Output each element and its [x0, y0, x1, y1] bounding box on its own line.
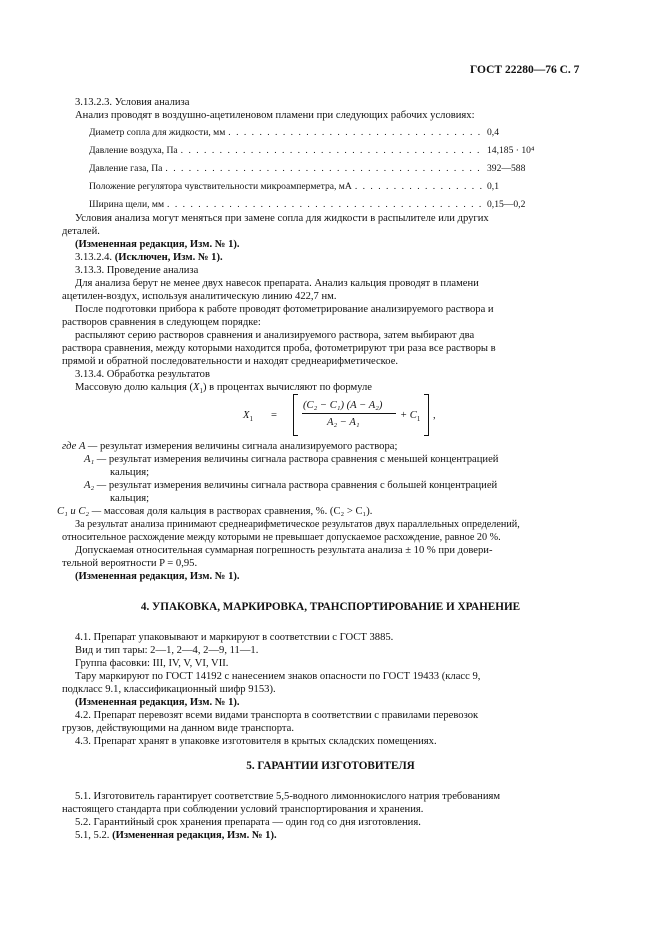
formula-bracket-right — [424, 394, 429, 436]
section-heading-3-13-3: 3.13.3. Проведение анализа — [75, 265, 199, 276]
paragraph-line: Условия анализа могут меняться при замене сопла для жидкости в распылителе или других — [75, 213, 489, 224]
formula-numerator: (C₂ − C₁) (A − A₂) — [303, 400, 383, 411]
paragraph-line: прямой и обратной последовательности и находят среднеарифметическое. — [62, 356, 399, 367]
paragraph-line: тельной вероятности P = 0,95. — [62, 558, 198, 569]
paragraph-line: относительное расхождение между которыми не превышает допускаемое расхождение, равное 20 %. — [62, 532, 501, 543]
formula-tail: , — [433, 410, 436, 421]
condition-row: Диаметр сопла для жидкости, мм . . . 0,4 — [89, 127, 561, 145]
paragraph-line: настоящего стандарта при соблюдении условий транспортирования и хранения. — [62, 804, 424, 815]
page-header: ГОСТ 22280—76 С. 7 — [470, 64, 580, 76]
formula-lhs: $X_1$ — [243, 410, 253, 424]
paragraph-line: ацетилен-воздух, используя аналитическую линию 422,7 нм. — [62, 291, 337, 302]
paragraph-line: грузов, действующими на данном виде транспорта. — [62, 723, 294, 734]
fraction-bar — [302, 413, 396, 414]
where-line: A₂ — результат измерения величины сигнала раствора сравнения с большей концентрацией — [84, 480, 498, 491]
paragraph-line: 4.3. Препарат хранят в упаковке изготовителя в крытых складских помещениях. — [75, 736, 437, 747]
paragraph-line: 5.1. Изготовитель гарантирует соответствие 5,5-водного лимоннокислого натрия требованиям — [75, 791, 501, 802]
condition-row: Ширина щели, мм . . . 0,15—0,2 — [89, 199, 561, 217]
where-line-cont: кальция; — [110, 467, 150, 478]
paragraph-line: Анализ проводят в воздушно-ацетиленовом пламени при следующих рабочих условиях: — [75, 110, 475, 121]
paragraph-line: Тару маркируют по ГОСТ 14192 с нанесением знаков опасности по ГОСТ 19433 (класс 9, — [75, 671, 481, 682]
formula-bracket-left — [293, 394, 298, 436]
section-title-4: 4. УПАКОВКА, МАРКИРОВКА, ТРАНСПОРТИРОВАНИЕ И ХРАНЕНИЕ — [140, 601, 521, 613]
section-title-5: 5. ГАРАНТИИ ИЗГОТОВИТЕЛЯ — [246, 760, 415, 772]
conditions-list — [89, 127, 561, 217]
condition-row: Давление воздуха, Па . . . 14,185 · 10⁴ — [89, 145, 561, 163]
formula-intro: Массовую долю кальция $(X_1)$ в процентах вычисляют по формуле — [75, 382, 373, 396]
formula-denominator: A₂ − A₁ — [327, 417, 360, 428]
paragraph-line: распыляют серию растворов сравнения и анализируемого раствора, затем выбирают два — [75, 330, 475, 341]
paragraph-line: 4.2. Препарат перевозят всеми видами транспорта в соответствии с правилами перевозок — [75, 710, 479, 721]
paragraph-line: растворов сравнения в следующем порядке: — [62, 317, 261, 328]
paragraph-line: Вид и тип тары: 2—1, 2—4, 2—9, 11—1. — [75, 645, 259, 656]
where-line: где A — результат измерения величины сигнала анализируемого раствора; — [62, 441, 398, 452]
paragraph-line: деталей. — [62, 226, 100, 237]
condition-row: Давление газа, Па . . . 392—588 — [89, 163, 561, 181]
paragraph-line: 4.1. Препарат упаковывают и маркируют в соответствии с ГОСТ 3885. — [75, 632, 394, 643]
formula-plus-term: + $C_1$ — [400, 410, 421, 424]
condition-row: Положение регулятора чувствительности микроамперметра, мА . . . 0,1 — [89, 181, 561, 199]
paragraph-line: 5.2. Гарантийный срок хранения препарата — один год со дня изготовления. — [75, 817, 421, 828]
paragraph-line: раствора сравнения, между которыми находится проба, фотометрируют три раза все растворы в — [62, 343, 496, 354]
section-heading-3-13-2-3: 3.13.2.3. Условия анализа — [75, 97, 190, 108]
paragraph-line: После подготовки прибора к работе проводят фотометрирование анализируемого раствора и — [75, 304, 494, 315]
where-line: C₁ и C₂ — массовая доля кальция в растворах сравнения, %. (C₂ > C₁). — [57, 506, 373, 517]
section-heading-3-13-2-4: 3.13.2.4. (Исключен, Изм. № 1). — [75, 252, 223, 263]
revision-note: (Измененная редакция, Изм. № 1). — [75, 571, 240, 582]
paragraph-line: Допускаемая относительная суммарная погрешность результата анализа ± 10 % при довери- — [75, 545, 493, 556]
revision-note: (Измененная редакция, Изм. № 1). — [75, 239, 240, 250]
formula-equals: = — [271, 410, 277, 421]
paragraph-line: 5.1, 5.2. (Измененная редакция, Изм. № 1). — [75, 830, 277, 841]
paragraph-line: За результат анализа принимают среднеарифметическое результатов двух параллельных определений, — [75, 519, 520, 530]
paragraph-line: подкласс 9.1, классификационный шифр 9153). — [62, 684, 276, 695]
where-line: A₁ — результат измерения величины сигнала раствора сравнения с меньшей концентрацией — [84, 454, 499, 465]
section-heading-3-13-4: 3.13.4. Обработка результатов — [75, 369, 210, 380]
paragraph-line: Группа фасовки: III, IV, V, VI, VII. — [75, 658, 229, 669]
revision-note: (Измененная редакция, Изм. № 1). — [75, 697, 240, 708]
where-line-cont: кальция; — [110, 493, 150, 504]
paragraph-line: Для анализа берут не менее двух навесок препарата. Анализ кальция проводят в пламени — [75, 278, 479, 289]
